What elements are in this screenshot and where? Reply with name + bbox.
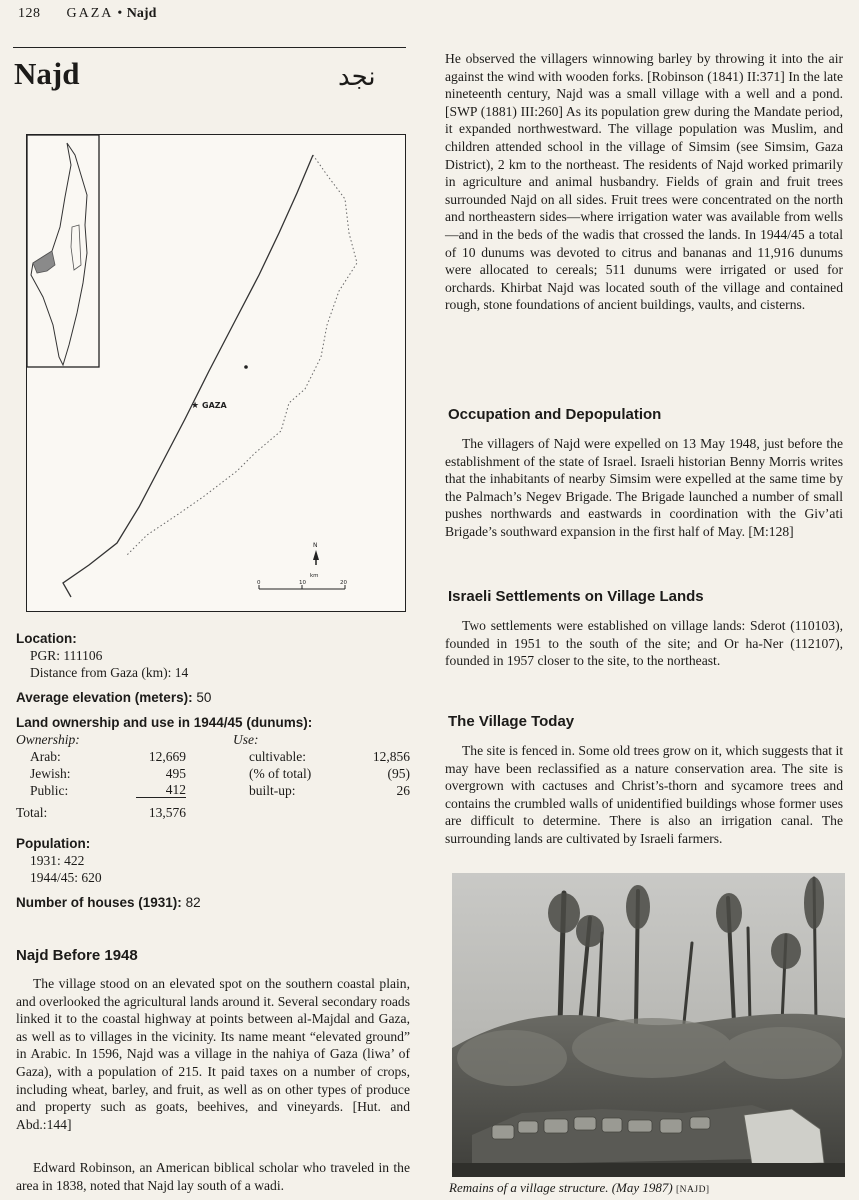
header-separator: • [117,6,123,21]
land-ownership-heading: Land ownership and use in 1944/45 (dunums): [16,715,313,730]
scale-unit: km [310,573,319,579]
map-drawing [27,135,405,611]
photo-caption-text: Remains of a village structure. (May 1987) [449,1180,673,1195]
section-heading-occupation: Occupation and Depopulation [448,406,662,423]
svg-text:★: ★ [191,401,200,411]
paragraph-village-today: The site is fenced in. Some old trees grow on it, which suggests that it may have been reclassified as a nature conservation area. The site is overgrown with cactuses and Christ’s-thorn and sycamore trees and contains the crumbled walls of unidentified buildings whose former uses are difficult to determine. There is also an irrigation canal. The surrounding lands are cultivated by Israeli farmers. [445,743,843,846]
population-1931: 1931: 422 [30,853,85,868]
population-1944: 1944/45: 620 [30,870,102,885]
use-cultivable-label: cultivable: [249,749,306,764]
houses-label: Number of houses (1931): [16,895,182,910]
scale-tick-10: 10 [299,580,306,586]
village-title-arabic: نجد [338,62,376,92]
paragraph-before-1948-1-text: The village stood on an elevated spot on the southern coastal plain, and overlooked the agricultural lands around it. Several secondary roads linked it to the coastal highway at points between al-Majdal and Gaza, as well as to villages in the vicinity. Its name meant “elevated ground” in Arabic. In 1596, Najd was a village in the nahiya of Gaza (liwa’ of Gaza), with a population of 215. It paid taxes on a number of crops, including wheat, barley, and fruit, as well as on other types of produce and property such as goats, beehives, and vineyards. [Hut. and Abd.:144] [16,976,410,1132]
paragraph-before-1948-1 [16,975,410,1133]
total-label: Total: [16,805,48,820]
use-cultivable-value: 12,856 [372,749,410,764]
distance-value: Distance from Gaza (km): 14 [30,665,189,680]
use-builtup-value: 26 [396,783,410,798]
village-photo [452,873,845,1177]
total-value: 13,576 [148,805,186,820]
pgr-value: PGR: 111106 [30,648,103,663]
location-heading: Location: [16,631,77,646]
paragraph-settlements: Two settlements were established on village lands: Sderot (110103), founded in 1951 to the south of the site; and Or ha-Ner (112107), founded in 1957 closer to the site, to the northeast. [445,618,843,669]
gaza-marker [191,401,199,411]
ownership-arab-label: Arab: [30,749,61,764]
use-percent-label: (% of total) [249,766,312,781]
paragraph-before-1948-continued: He observed the villagers winnowing barley by throwing it into the air against the wind with wooden forks. [Robinson (1841) II:371] In the late nineteenth century, Najd was a small village with a well and a pond. [SWP (1881) III:260] As its population grew during the Mandate period, it expanded northwestward. The village population was Muslim, and children attended school in the village of Simsim (see Simsim, Gaza District), 2 km to the northeast. The residents of Najd worked primarily in agriculture and animal husbandry. Fields of grain and fruit trees surrounded Najd on all sides. Fruit trees were concentrated on the north and northeastern sides—where irrigation water was available from wells—and in the beds of the wadis that crossed the lands. In 1944/45 a total of 10 dunums was devoted to citrus and bananas and 11,916 dunums were allocated to cereals; 511 dunums were irrigated or used for orchards. Khirbat Najd was located south of the village and contained rough, stone foundations of ancient buildings, vaults, and cisterns. [445,51,843,313]
elevation-label: Average elevation (meters): [16,690,193,705]
ownership-jewish-label: Jewish: [30,766,71,781]
use-label: Use: [233,732,259,747]
ownership-public-value: 412 [136,782,186,798]
paragraph-before-1948-2: Edward Robinson, an American biblical scholar who traveled in the area in 1838, noted that Najd lay south of a wadi. [16,1160,410,1193]
section-name: GAZA [66,6,114,21]
ownership-arab-value: 12,669 [148,749,186,764]
section-heading-village-today: The Village Today [448,713,575,730]
village-title: Najd [14,56,80,91]
use-percent-value: (95) [387,766,410,781]
ownership-public-label: Public: [30,783,69,798]
elevation-value: 50 [196,690,212,705]
village-location-dot [244,365,248,369]
photo-caption-source: [NAJD] [675,1185,710,1195]
elevation-row [16,689,411,706]
header-village: Najd [126,6,157,21]
ownership-jewish-value: 495 [165,766,186,781]
ownership-label: Ownership: [16,732,80,747]
village-statistics [16,630,411,911]
scale-tick-20: 20 [340,580,347,586]
photo-caption [449,1180,710,1196]
paragraph-occupation: The villagers of Najd were expelled on 13 May 1948, just before the establishment of the state of Israel. Israeli historian Benny Morris writes that the inhabitants of nearby Simsim were expelled at the same time by the Palmach’s Negev Brigade. The Brigade launched a number of small pushes northwards and eastwards in coordination with the Giv’ati Brigade’s southward expansion in the first half of May. [M:128] [445,436,843,539]
houses-value: 82 [185,895,201,910]
location-map [26,134,406,612]
north-arrow-icon [313,550,319,565]
section-heading-before-1948: Najd Before 1948 [16,947,138,964]
houses-row [16,894,411,911]
north-label: N [313,542,318,549]
population-heading: Population: [16,836,91,851]
land-ownership-table [16,731,411,835]
coastline [63,155,313,597]
photo-stone-wall [472,1105,824,1165]
border-line [127,155,357,555]
running-header [18,6,156,22]
section-heading-settlements: Israeli Settlements on Village Lands [448,588,704,605]
scale-tick-0: 0 [257,580,261,586]
use-builtup-label: built-up: [249,783,296,798]
page-number: 128 [18,6,41,21]
photo-drawing [452,873,845,1177]
map-label-gaza: GAZA [202,401,227,410]
inset-frame [27,135,99,367]
title-rule [13,47,406,48]
